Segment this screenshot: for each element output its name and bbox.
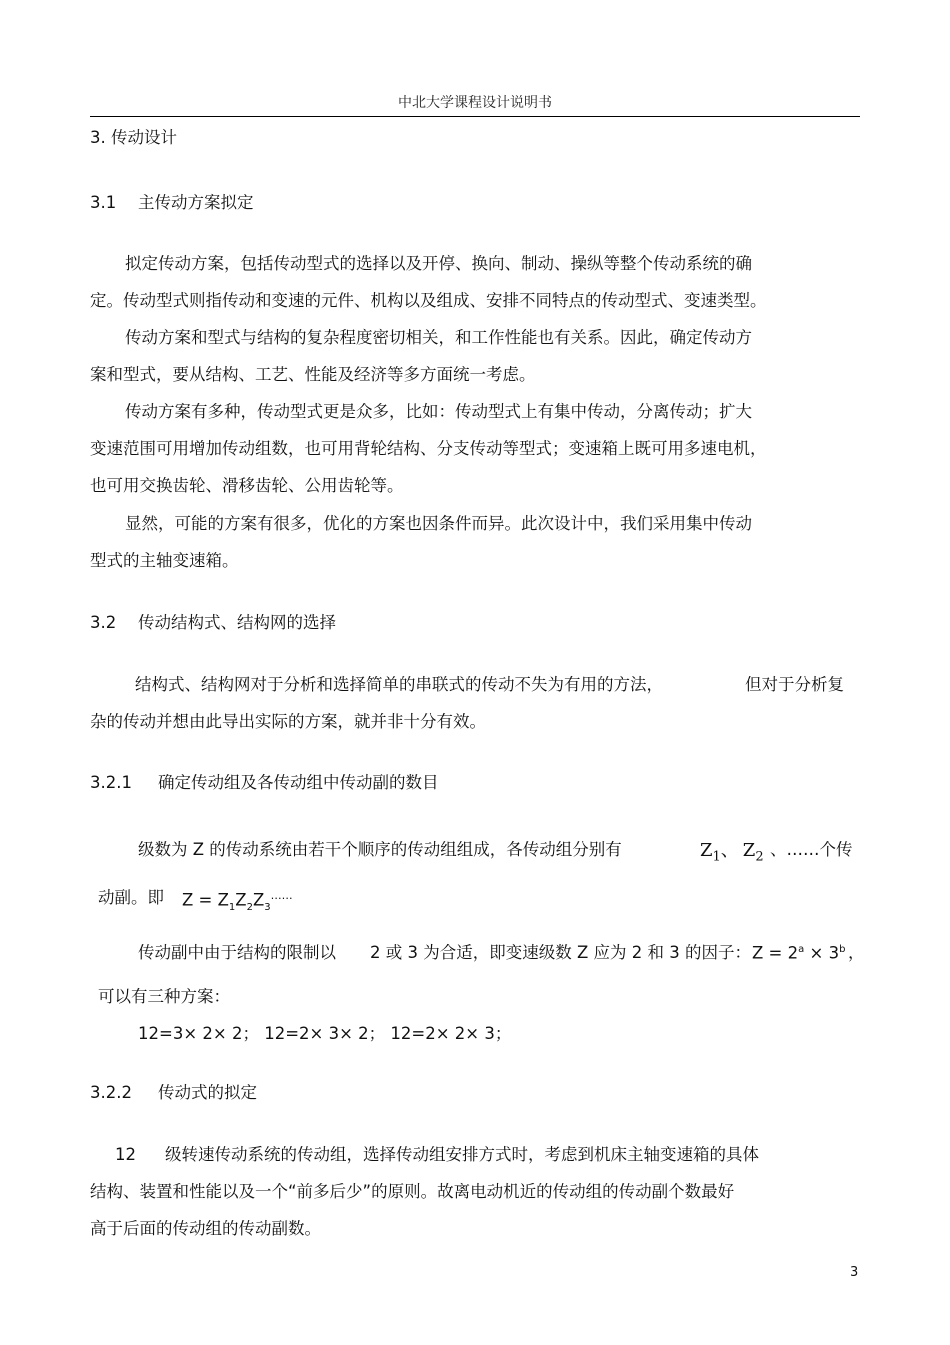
para-3-1-3-line-2: 变速范围可用增加传动组数，也可用背轮结构、分支传动等型式；变速箱上既可用多速电机， <box>90 439 767 458</box>
formula-1-sub-2: 2 <box>246 901 253 913</box>
para-3-2-1-line-1a: 级数为 Z 的传动系统由若干个顺序的传动组组成，各传动组分别有 <box>138 840 622 859</box>
section-3-2-1-number: 3.2.1 <box>90 773 132 792</box>
para-3-2-line-2: 杂的传动并想由此导出实际的方案，就并非十分有效。 <box>90 712 486 731</box>
para-3-1-3-line-3: 也可用交换齿轮、滑移齿轮、公用齿轮等。 <box>90 476 404 495</box>
para-3-2-2-line-3: 高于后面的传动组的传动副数。 <box>90 1219 321 1238</box>
formula-z-factors <box>752 945 845 962</box>
para-3-1-2-line-1: 传动方案和型式与结构的复杂程度密切相关，和工作性能也有关系。因此，确定传动方 <box>125 328 752 347</box>
para-3-2-line-1b: 但对于分析复 <box>745 675 844 694</box>
para-3-2-1-line-3a: 传动副中由于结构的限制以 <box>138 943 336 962</box>
formula-1-tail: …… <box>270 889 293 902</box>
para-3-1-1-line-1: 拟定传动方案，包括传动型式的选择以及开停、换向、制动、操纵等整个传动系统的确 <box>125 254 752 273</box>
z-separator: 、 <box>720 840 739 861</box>
formula-1-z2: Z <box>235 890 247 910</box>
page-header-title: 中北大学课程设计说明书 <box>398 95 552 111</box>
para-3-1-2-line-2: 案和型式，要从结构、工艺、性能及经济等多方面统一考虑。 <box>90 365 536 384</box>
section-3-heading: 3. 传动设计 <box>90 128 177 147</box>
para-3-2-1-line-2a: 动副。即 <box>98 888 164 907</box>
formula-z-product <box>182 890 293 913</box>
header-rule <box>90 116 860 117</box>
page-number: 3 <box>850 1265 859 1280</box>
para-3-2-1-line-1b: 、……个传 <box>770 840 853 859</box>
section-3-2-title: 传动结构式、结构网的选择 <box>138 613 336 632</box>
formula-1-z3: Z <box>252 890 265 910</box>
formula-2-exp-a: a <box>798 944 805 955</box>
formula-2-mid: × 3 <box>804 943 840 963</box>
section-3-1-number: 3.1 <box>90 193 117 212</box>
para-3-2-1-line-4: 可以有三种方案： <box>98 987 230 1006</box>
formula-1-lhs: Z = Z <box>182 890 229 910</box>
z2-symbol: Z <box>742 840 756 861</box>
para-3-2-1-line-3b: 2 或 3 为合适，即变速级数 Z 应为 2 和 3 的因子： <box>370 943 751 962</box>
para-3-1-3-line-1: 传动方案有多种，传动型式更是众多，比如：传动型式上有集中传动，分离传动；扩大 <box>125 402 752 421</box>
z-series <box>700 842 764 864</box>
formula-1-sub-1: 1 <box>228 901 236 913</box>
z2-subscript: 2 <box>755 849 764 865</box>
section-3-2-2-number: 3.2.2 <box>90 1083 132 1102</box>
para-3-2-line-1a: 结构式、结构网对于分析和选择简单的串联式的传动不失为有用的方法， <box>135 675 663 694</box>
para-3-2-1-line-3c: ， <box>848 943 865 962</box>
formula-1-sub-3: 3 <box>264 901 271 913</box>
para-3-2-1-schemes: 12=3× 2× 2； 12=2× 3× 2； 12=2× 2× 3； <box>138 1024 512 1043</box>
formula-2-exp-b: b <box>839 944 846 955</box>
para-3-1-4-line-2: 型式的主轴变速箱。 <box>90 551 239 570</box>
formula-2-lhs: Z = 2 <box>752 943 799 963</box>
para-3-2-2-line-1: 级转速传动系统的传动组，选择传动组安排方式时，考虑到机床主轴变速箱的具体 <box>165 1145 759 1164</box>
section-3-1-title: 主传动方案拟定 <box>138 193 254 212</box>
para-3-1-1-line-2: 定。传动型式则指传动和变速的元件、机构以及组成、安排不同特点的传动型式、变速类型。 <box>90 291 767 310</box>
section-3-2-2-title: 传动式的拟定 <box>158 1083 257 1102</box>
section-3-2-number: 3.2 <box>90 613 117 632</box>
para-3-1-4-line-1: 显然，可能的方案有很多，优化的方案也因条件而异。此次设计中，我们采用集中传动 <box>125 514 752 533</box>
para-3-2-2-number: 12 <box>115 1145 136 1164</box>
z1-subscript: 1 <box>712 849 721 865</box>
section-3-2-1-title: 确定传动组及各传动组中传动副的数目 <box>158 773 439 792</box>
z1-symbol: Z <box>700 840 713 861</box>
para-3-2-2-line-2: 结构、装置和性能以及一个“前多后少”的原则。故离电动机近的传动组的传动副个数最好 <box>90 1182 735 1201</box>
